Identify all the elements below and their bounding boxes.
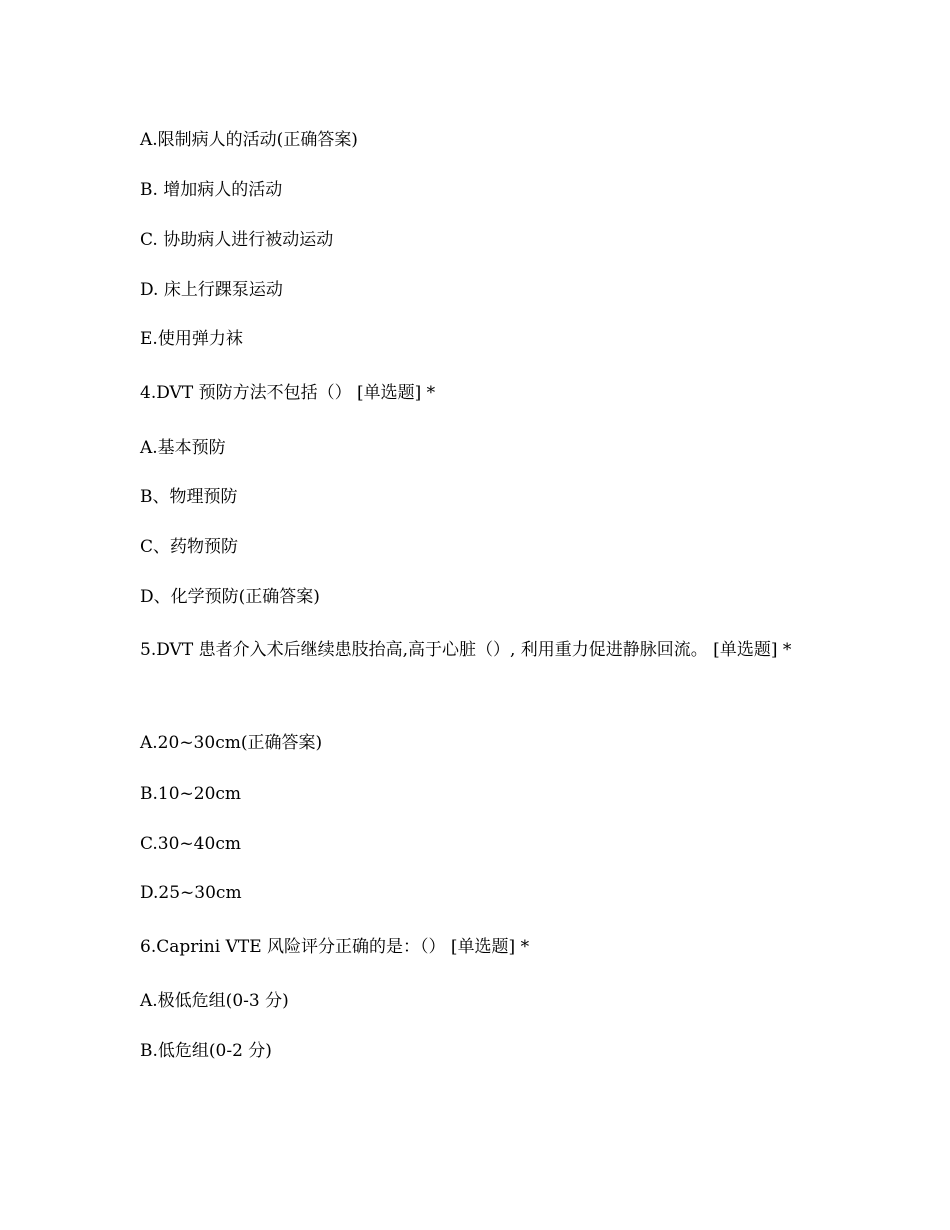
q3-option-b: B. 增加病人的活动	[140, 180, 283, 200]
q5-option-a: A.20~30cm(正确答案)	[140, 733, 323, 753]
q6-option-a: A.极低危组(0-3 分)	[140, 991, 289, 1011]
q4-option-c: C、药物预防	[140, 537, 239, 557]
q3-option-d: D. 床上行踝泵运动	[140, 280, 283, 300]
q4-option-a: A.基本预防	[140, 438, 226, 458]
q5-option-c: C.30~40cm	[140, 834, 241, 854]
q3-option-e: E.使用弹力袜	[140, 329, 243, 349]
q3-option-a: A.限制病人的活动(正确答案)	[140, 130, 358, 150]
question-4: 4.DVT 预防方法不包括（） [单选题] *	[140, 383, 436, 403]
q5-option-b: B.10~20cm	[140, 784, 242, 804]
q3-option-c: C. 协助病人进行被动运动	[140, 230, 334, 250]
question-5: 5.DVT 患者介入术后继续患肢抬高,高于心脏（）, 利用重力促进静脉回流。 [单选题] *	[140, 640, 792, 660]
q6-option-b: B.低危组(0-2 分)	[140, 1041, 272, 1061]
q4-option-d: D、化学预防(正确答案)	[140, 587, 320, 607]
q5-option-d: D.25~30cm	[140, 883, 242, 903]
q4-option-b: B、物理预防	[140, 487, 238, 507]
question-6: 6.Caprini VTE 风险评分正确的是：（） [单选题] *	[140, 937, 530, 957]
